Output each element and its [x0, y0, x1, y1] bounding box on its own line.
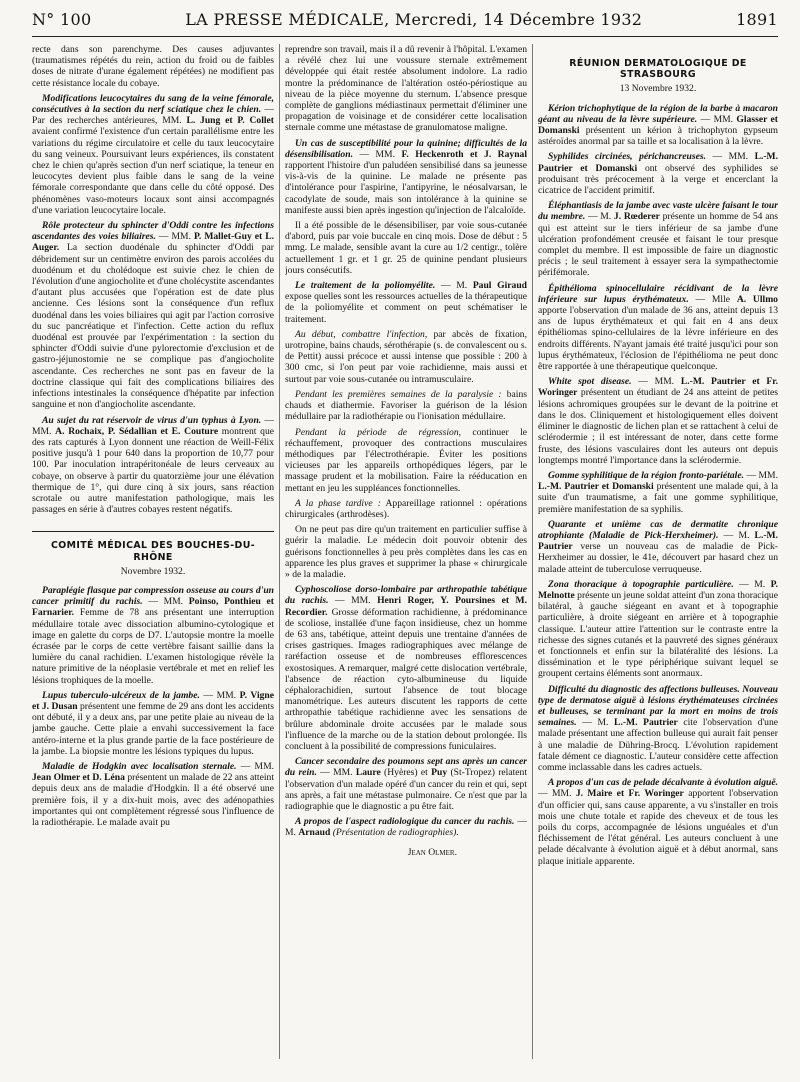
text: — MM. — [142, 596, 189, 608]
article-body: présentent un étudiant de 24 ans atteint de petites lésions achromiques groupées sur le devant de la poitrine et dans le dos. Cliniquement et histologiquement elles doivent éliminer le diagnostic de lichen plan et se rattachent à celui de sclérodermie ; il est intéressant de noter, dans cette forme fruste, des lésions vasculaires dont les auteurs ont depuis longtemps montré l'importance dans la sclérodermie. — [538, 387, 778, 466]
article — [32, 93, 274, 216]
running-header — [32, 10, 778, 36]
article-body: ont observé des syphilides se produisant très précocement à la verge et encerclant la cicatrice de l'accident primitif. — [538, 162, 778, 197]
article-body: présentent une malade qui, à la suite d'un traumatisme, a fait une gomme syphilitique, première manifestation de sa syphilis. — [538, 481, 778, 515]
article — [32, 220, 274, 410]
article-title: Syphilides circinées, périchancreuses. — [548, 151, 706, 163]
text: — MM. — [316, 767, 356, 779]
text: — M. — [285, 816, 527, 839]
authors: J. Rœderer — [613, 211, 660, 223]
text: — MM. — [538, 788, 576, 800]
article — [32, 761, 274, 828]
authors: L.-M. Pautrier — [538, 529, 778, 553]
article — [285, 138, 527, 216]
paragraph: Il a été possible de le désensibiliser, par voie sous-cutanée d'abord, puis par voie buccale en cinq mois. Dose de début : 5 mmg. Le malade, sensible avant la cure au 1/2 centigr., tolère actuellement 1 gr. et 1 gr. 25 de quinine pendant plusieurs jours consécutifs. — [285, 220, 527, 276]
section-heading: COMITÉ MÉDICAL DES BOUCHES-DU-RHÔNE — [32, 531, 274, 562]
article — [285, 816, 527, 838]
authors: A. Rochaix, P. Sédallian et E. Couture — [55, 425, 219, 437]
article-title: Zona thoracique à topographie particulière. — [548, 578, 734, 590]
text: — M. — [718, 529, 755, 541]
article — [538, 103, 778, 148]
authors: P. Vigne et J. Dusan — [32, 689, 274, 712]
article — [32, 415, 274, 516]
article — [32, 690, 274, 757]
column-divider — [279, 44, 280, 1059]
article-body: (Hyères) et — [380, 767, 432, 779]
column-2 — [285, 44, 527, 1074]
authors: F. Heckenroth et J. Raynal — [401, 148, 527, 160]
authors: P. Mallet-Guy et L. Auger. — [32, 231, 274, 254]
text: — MM. — [705, 151, 755, 163]
journal-title: LA PRESSE MÉDICALE, Mercredi, 14 Décembre 1932 — [185, 10, 643, 29]
article — [538, 684, 778, 774]
section-date: Novembre 1932. — [120, 565, 186, 577]
text: — M. — [576, 717, 615, 729]
article — [538, 200, 778, 278]
authors: J. Maire et Fr. Woringer — [575, 788, 684, 800]
signature: Jean Olmer. — [407, 846, 457, 858]
lead-text: Pendant la période de régression, — [295, 426, 462, 438]
article-title: Lupus tuberculo-ulcéreux de la jambe. — [42, 689, 200, 701]
article-title: Paraplégie flasque par compression osseuse au cours d'un cancer primitif du rachis. — [32, 584, 274, 608]
article-title: Éléphantiasis de la jambe avec vaste ulcère faisant le tour du membre. — [538, 200, 778, 223]
authors: Glasser et Domanski — [538, 113, 778, 137]
authors: L.-M. Pautrier et Domanski — [538, 151, 778, 174]
article-title: Le traitement de la poliomyélite. — [295, 280, 436, 292]
authors: L.-M. Pautrier et Fr. Woringer — [538, 376, 778, 399]
authors: Laure — [355, 767, 381, 779]
paragraph — [285, 389, 527, 423]
article-title: A propos d'un cas de pelade décalvante à évolution aiguë. — [548, 777, 778, 789]
text: — MM. — [236, 760, 274, 772]
article-title: Modifications leucocytaires du sang de la veine fémorale, consécutives à la section du nerf sciatique chez le chien. — [32, 92, 274, 116]
article-body: cite l'observation d'une malade présentant une affection bulleuse qui aurait fait penser à une maladie de Dühring-Brocq. L'évolution rapidement fatale dément ce diagnostic. L'auteur considère cette affection comme inclassable dans les cadres actuels. — [538, 717, 778, 773]
article-title: Au sujet du rat réservoir de virus d'un typhus à Lyon. — [42, 414, 262, 426]
page-number: 1891 — [736, 10, 778, 29]
article-body: verse un nouveau cas de maladie de Pick-Herxheimer au dossier, le 41e, découvert par hasard chez un malade atteint de tuberculose verruqueuse. — [538, 541, 778, 575]
article-title: Cancer secondaire des poumons sept ans après un cancer du rein. — [285, 756, 527, 779]
authors: Jean Olmer et D. Léna — [32, 772, 125, 784]
paragraph: On ne peut pas dire qu'un traitement en particulier suffise à guérir la maladie. Le médecin doit pouvoir obtenir des guérisons fonctionnelles à peu près complètes dans les cas en apparence les plus graves et supprimer la phase « chirurgicale » de la maladie. — [285, 524, 527, 580]
article-body: rapportent l'histoire d'un paludéen sensibilisé dans sa jeunesse vis-à-vis de la quinine. Le malade ne présente pas d'intolérance pour l'aspirine, l'antipyrine, le néosalvarsan, le cacodylate de soude, mais son intolérance à la quinine se manifeste aussi bien après ingestion qu'injection de l'alcaloïde. — [285, 160, 527, 216]
text: — MM. — [32, 414, 274, 437]
authors: L.-M. Pautrier et Domanski — [538, 481, 654, 493]
authors: L. Jung et P. Collet — [186, 115, 274, 127]
article — [538, 283, 778, 373]
article-title: Kérion trichophytique de la région de la barbe à macaron géant au niveau de la lèvre supérieure. — [538, 102, 778, 125]
article — [538, 519, 778, 575]
article — [538, 777, 778, 867]
text: — MM. — [352, 148, 402, 160]
article-body: avaient confirmé l'existence d'un certain parallélisme entre les variations du régime circulatoire et celle du taux leucocytaire du sang veineux. Poursuivant leurs expériences, ils constatent chez le chien qu'après section d'un nerf sciatique, la teneur en leucocytes devient plus faible dans le sang de la veine fémorale correspondante que dans celle du côté opposé. Des phénomènes vaso-moteurs locaux sont ainsi accompagnés d'une variation leucocytaire locale. — [32, 126, 274, 216]
issue-number: N° 100 — [32, 10, 92, 29]
text: bains chauds et diathermie. Favoriser la guérison de la lésion médullaire par la radiothérapie ou l'ionisation médullaire. — [285, 388, 527, 423]
article-title: Rôle protecteur du sphincter d'Oddi contre les infections ascendantes des voies biliaires. — [32, 220, 274, 243]
authors: A. Ullmo — [736, 293, 778, 305]
header-rule — [32, 36, 778, 37]
text: par abcès de fixation, urotropine, bains chauds, sérothérapie (s. de convalescent ou s. de Pettit) aussi précoce et aussi intense que possible : 200 à 300 cmc, si l'on peut par voie rachidienne, mais aussi et surtout par voie sous-cutanée ou intramusculaire. — [285, 328, 527, 385]
article-title: Maladie de Hodgkin avec localisation sternale. — [42, 760, 237, 772]
text: — M. — [733, 578, 771, 590]
article-body: Grosse déformation rachidienne, à prédominance de scoliose, installée d'une façon insidieuse, chez un homme de 63 ans, tabétique, atteint depuis une trentaine d'années de crises gastriques. Images radiographiques avec mélange de raréfaction osseuse et de nombreuses efflorescences exostosiques. A remarquer, malgré cette dislocation vertébrale, l'absence de réaction cyto-albumineuse du liquide céphalorachidien, surtout l'absence de tout blocage manométrique. Les auteurs discutent les rapports de cette arthropathie tabétique rachidienne avec les sensations de brûlure abdominale droite accusées par le malade sous l'influence de la marche ou de la station debout prolongée. Ils concluent à la possibilité de compressions funiculaires. — [285, 606, 527, 752]
authors: Puy — [431, 767, 448, 779]
paragraph — [285, 427, 527, 494]
lead-text: Pendant les premières semaines de la paralysie : — [295, 388, 502, 400]
column-3 — [538, 44, 778, 1074]
article-title: A propos de l'aspect radiologique du cancer du rachis. — [295, 816, 515, 828]
article — [538, 470, 778, 515]
article-body: présente un homme de 54 ans qui est atteint sur le tiers inférieur de sa jambe d'une ulcération profondément creusée et faisant le tour presque complet du membre. Il est impossible de faire un diagnostic précis ; le seul traitement à essayer sera la sympathectomie périfémorale. — [538, 211, 778, 279]
paragraph: recte dans son parenchyme. Des causes adjuvantes (traumatismes répétés du rein, action du froid ou de faibles doses de nitrate d'urane également répétées) ne modifient pas cette résistance locale du cobaye. — [32, 44, 274, 89]
text: Appareillage rationnel : opérations chirurgicales (arthrodèses). — [285, 497, 527, 520]
authors: Arnaud — [298, 827, 331, 839]
article-body: expose quelles sont les ressources actuelles de la thérapeutique de la poliomyélite et comment on peut schématiser le traitement. — [285, 291, 527, 325]
text: — MM. — [697, 113, 737, 125]
authors: Henri Roger, Y. Poursines et M. Recordier. — [285, 595, 527, 618]
text: — MM. — [743, 469, 778, 481]
text: — MM. — [631, 376, 681, 388]
paragraph — [285, 329, 527, 385]
article-title: Épithélioma spinocellulaire récidivant de la lèvre inférieure sur lupus érythémateux. — [538, 282, 778, 305]
text: — Mlle — [688, 293, 737, 305]
article — [538, 151, 778, 196]
section-heading: RÉUNION DERMATOLOGIQUE DE STRASBOURG — [569, 58, 747, 81]
article-body: présentent un malade de 22 ans atteint depuis deux ans de maladie d'Hodgkin. Il a été observé une première fois, il y a dix-huit mois, avec des adénopathies importantes qui ont complètement régressé sous l'influence de la radiothérapie. Le malade avait pu — [32, 772, 274, 828]
authors: P. Melnotte — [538, 578, 778, 601]
article-body: Femme de 78 ans présentant une interruption médullaire totale avec dissociation albumino-cytologique et image en galette du corps de D7. L'autopsie montre la moelle écrasée par le corps de cette vertèbre faisant saillie dans la lumière du canal rachidien. L'examen histologique révèle la nature primitive de la néoplasie vertébrale et met en relief les lésions trophiques de la moelle. — [32, 607, 274, 686]
article-title: Cyphoscoliose dorso-lombaire par arthropathie tabétique du rachis. — [285, 584, 527, 607]
text: continuer le réchauffement, provoquer des contractions musculaires méthodiques par l'électrothérapie. Éviter les positions vicieuses par les appareils orthopédiques légers, par le massage prudent et la mobilisation. Faire la rééducation en mettant en jeu les suppléances fonctionnelles. — [285, 426, 527, 494]
article-title: Quarante et unième cas de dermatite chronique atrophiante (Maladie de Pick-Herxheimer). — [538, 518, 778, 541]
lead-text: A la phase tardive : — [295, 497, 381, 509]
article-body: présentent une femme de 29 ans dont les accidents ont débuté, il y a deux ans, par une petite plaie au niveau de la jambe gauche. Cette plaie a envahi successivement la face antéro-interne et la plus grande partie de la face postérieure de la jambe. La biopsie montre les lésions typiques du lupus. — [32, 700, 274, 757]
article-body: (Présentation de radiographies). — [330, 827, 459, 839]
text: — Par des recherches antérieures, MM. — [32, 104, 274, 127]
column-divider — [532, 44, 533, 1059]
authors: L.-M. Pautrier — [614, 717, 678, 729]
text: — M. — [435, 280, 473, 292]
article-body: apportent l'observation d'un officier qui, sans cause apparente, a vu s'installer en trois mois une chute totale et rapide des cheveux et de tous les poils du corps, accompagnée de lésions unguéales et d'un fléchissement de l'état général. Les auteurs concluent à une pelade décalvante à évolution aiguë et à début anormal, sans plaque initiale apparente. — [538, 788, 778, 867]
authors: Poinso, Ponthieu et Farnarier. — [32, 596, 274, 619]
article-body: apporte l'observation d'un malade de 36 ans, atteint depuis 13 ans de lupus érythémateux et qui fait en 4 ans deux épithéliomas spino-cellulaires de la lèvre inférieure en des endroits différents. N'ayant jamais été traité jusqu'ici pour son lupus érythémateux, l'éclosion de l'épithélioma ne peut donc être rapportée à une thérapeutique quelconque. — [538, 305, 778, 373]
article — [32, 585, 274, 686]
article — [538, 376, 778, 466]
article-body: présentent un kérion à trichophyton gypseum astéroïdes anormal par sa taille et sa localisation à la lèvre. — [538, 125, 778, 148]
section-date: 13 Novembre 1932. — [619, 83, 697, 95]
article — [285, 756, 527, 812]
article — [285, 280, 527, 325]
text: — MM. — [328, 595, 378, 607]
authors: Paul Giraud — [472, 280, 527, 292]
lead-text: Au début, combattre l'infection, — [295, 328, 428, 340]
article-title: Gomme syphilitique de la région fronto-pariétale. — [548, 469, 744, 481]
article — [285, 584, 527, 752]
article — [538, 579, 778, 680]
paragraph — [285, 498, 527, 520]
article-title: White spot disease. — [548, 376, 632, 388]
article-body: La section duodénale du sphincter d'Oddi par débridement sur un centimètre environ des parois accolées du duodénum et du cholédoque est suivie chez le chien de l'évolution d'une angiocholite et d'une cholécystite ascendantes d'autant plus accusées que l'opération est de date plus ancienne. Ces lésions sont la conséquence d'un reflux duodénal dans les voies biliaires qui agit par l'action corrosive du suc pancréatique et l'infection. Cette action du reflux duodénal est prouvée par l'expérimentation : la section du sphincter d'Oddi suivie d'une pylorectomie d'exclusion et de gastro-jéjunostomie ne se complique pas d'angiocholite ascendante. Ces recherches ne sont pas en faveur de la doctrine classique qui fait des complications biliaires des infections intestinales la conséquence d'hépatite par infection sanguine et non d'angiocholite ascendante. — [32, 242, 274, 411]
article-body: présente un jeune soldat atteint d'un zona thoracique bilatéral, à gauche siégeant en avant et à topographie particulière, à droite siégeant en arrière et à topographie classique. L'auteur attire l'attention sur le contraste entre la richesse des signes cutanés et la pauvreté des signes généraux et fonctionnels et enfin sur la bilatéralité des lésions. La dissémination et le type périphérique suivant lequel se groupent certains éléments sont anormaux. — [538, 589, 778, 680]
text: — MM. — [155, 231, 194, 243]
text: — MM. — [199, 689, 240, 701]
column-1 — [32, 44, 274, 1074]
article-body: montrent que des rats capturés à Lyon donnent une réaction de Weill-Félix positive jusqu'à 1 pour 640 dans la proportion de 10,77 pour 100. Par inoculation intrapéritonéale de leurs cerveaux au cobaye, on observe à partir du quatorzième jour une élévation thermique de 1°, qui dure cinq à six jours, sans réaction scrotale ou autre manifestation pathologique, mais les passages en série à d'autres cobayes restent négatifs. — [32, 425, 274, 516]
text: — M. — [585, 211, 614, 223]
article-title: Un cas de susceptibilité pour la quinine; difficultés de la désensibilisation. — [285, 137, 527, 160]
article-title: Difficulté du diagnostic des affections bulleuses. Nouveau type de dermatose aiguë à lésions érythémateuses circinées et bulleuses, se terminant par la mort en moins de trois semaines. — [538, 683, 778, 729]
article-body: (St-Tropez) relatent l'observation d'un malade opéré d'un cancer du rein et qui, sept ans après, a fait une métastase pulmonaire. Ce n'est que par la radiographie que le diagnostic a pu être fait. — [285, 767, 527, 812]
paragraph: reprendre son travail, mais il a dû revenir à l'hôpital. L'examen a révélé chez lui une voussure sternale extrêmement développée qui était restée absolument indolore. La radio montre la prédominance de l'altération ostéo-périostique au niveau de la pièce moyenne du sternum. L'absence presque complète de ganglions médiastinaux permettait d'éliminer une propagation de voisinage et de considérer cette localisation sternale comme une métastase de granulomatose maligne. — [285, 44, 527, 134]
